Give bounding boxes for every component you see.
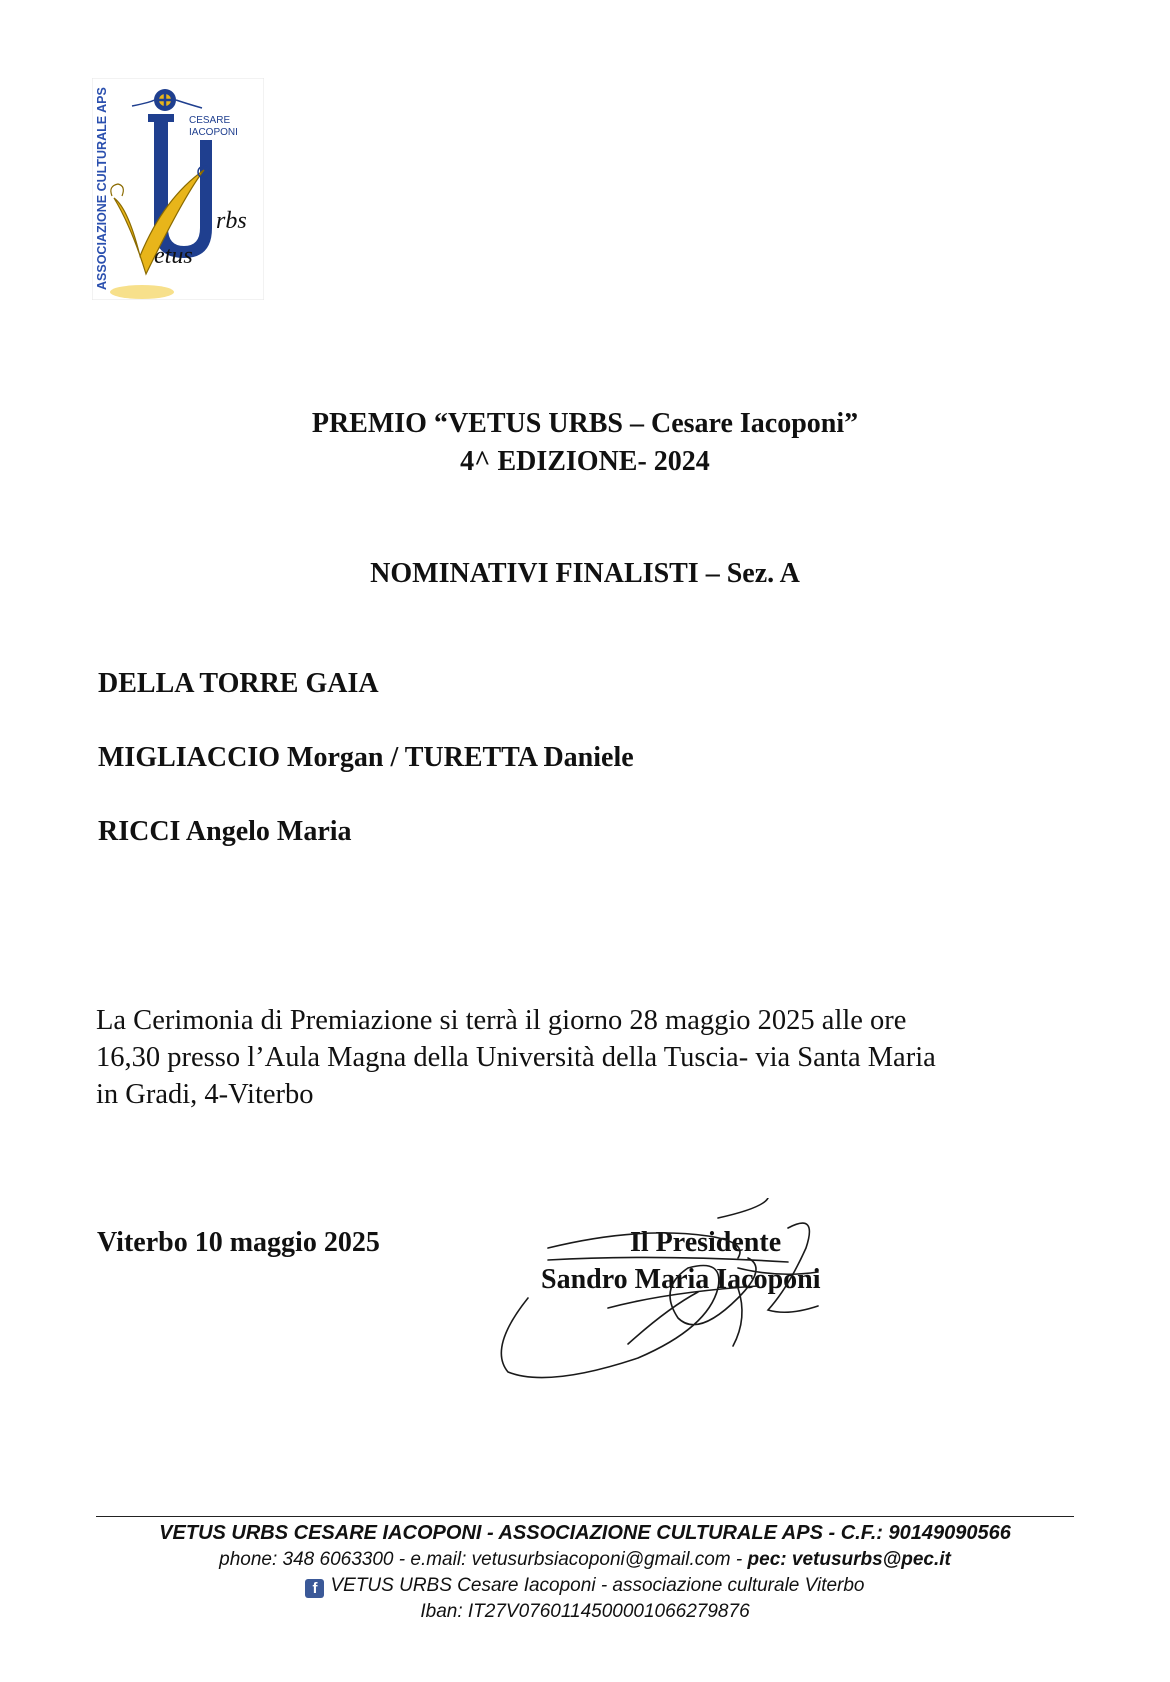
association-logo bbox=[92, 78, 264, 300]
facebook-icon: f bbox=[305, 1579, 324, 1598]
footer-phone-email: phone: 348 6063300 - e.mail: vetusurbsiacoponi@gmail.com - bbox=[219, 1549, 748, 1570]
footer-organization: VETUS URBS CESARE IACOPONI - ASSOCIAZIONE CULTURALE APS - C.F.: 90149090566 bbox=[159, 1522, 1011, 1544]
footer-facebook: VETUS URBS Cesare Iacoponi - associazione culturale Viterbo bbox=[330, 1575, 865, 1596]
ceremony-line: in Gradi, 4-Viterbo bbox=[96, 1079, 314, 1110]
footer-contacts bbox=[0, 1549, 1170, 1571]
finalist-item: MIGLIACCIO Morgan / TURETTA Daniele bbox=[98, 742, 634, 773]
place-date: Viterbo 10 maggio 2025 bbox=[97, 1227, 380, 1258]
footer-divider bbox=[96, 1516, 1074, 1517]
president-title: Il Presidente bbox=[630, 1227, 782, 1258]
finalist-item: DELLA TORRE GAIA bbox=[98, 668, 379, 699]
president-name: Sandro Maria Iacoponi bbox=[541, 1264, 821, 1295]
ceremony-paragraph bbox=[96, 1002, 1086, 1113]
finalist-item: RICCI Angelo Maria bbox=[98, 816, 352, 847]
section-title: NOMINATIVI FINALISTI – Sez. A bbox=[370, 558, 800, 589]
footer-pec: pec: vetusurbs@pec.it bbox=[747, 1549, 951, 1570]
logo-name-line2: IACOPONI bbox=[189, 127, 238, 138]
ceremony-line: La Cerimonia di Premiazione si terrà il giorno 28 maggio 2025 alle ore bbox=[96, 1005, 907, 1036]
award-title: PREMIO “VETUS URBS – Cesare Iacoponi” bbox=[311, 408, 859, 439]
logo-word-vetus: etus bbox=[154, 243, 193, 269]
ceremony-line: 16,30 presso l’Aula Magna della Università della Tuscia- via Santa Maria bbox=[96, 1042, 936, 1073]
logo-word-urbs: rbs bbox=[216, 208, 247, 234]
logo-side-text: ASSOCIAZIONE CULTURALE APS bbox=[95, 87, 109, 290]
footer-iban: Iban: IT27V0760114500001066279876 bbox=[420, 1601, 750, 1622]
handwritten-signature bbox=[488, 1198, 878, 1388]
logo-name-line1: CESARE bbox=[189, 115, 231, 126]
edition-title: 4^ EDIZIONE- 2024 bbox=[460, 446, 710, 477]
footer-social bbox=[0, 1575, 1170, 1598]
